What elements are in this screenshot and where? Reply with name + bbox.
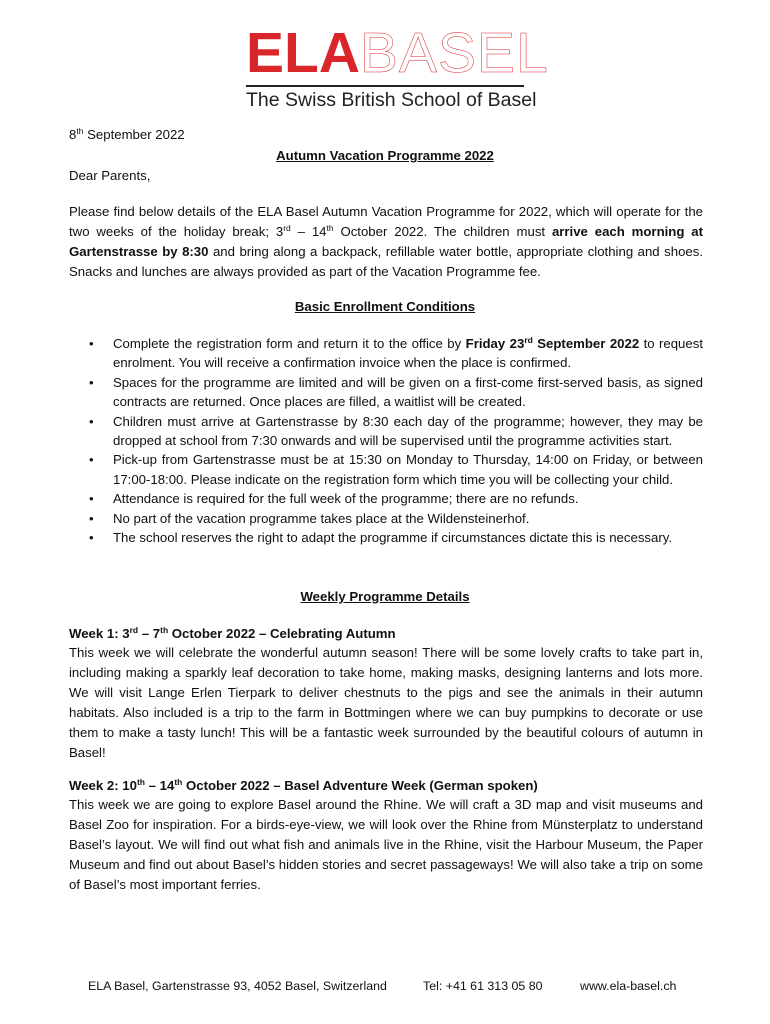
logo-basel: BASEL: [360, 21, 549, 85]
bullet-icon: •: [89, 336, 94, 351]
week2-heading: Week 2: 10th – 14th October 2022 – Basel Adventure Week (German spoken): [69, 777, 538, 793]
bullet-icon: •: [89, 374, 94, 390]
bullet-icon: •: [89, 413, 94, 429]
footer-website: www.ela-basel.ch: [580, 979, 677, 993]
logo-ela: ELA: [246, 21, 360, 85]
logo-subtitle: The Swiss British School of Basel: [246, 89, 537, 111]
letter-title: Autumn Vacation Programme 2022: [276, 148, 494, 163]
week1-description: This week we will celebrate the wonderful autumn season! There will be some lovely crafts to take part in, including making a sparkly leaf decoration to take home, making masks, designing lanterns and lots more. We will visit Lange Erlen Tierpark to deliver chestnuts to the pigs and see the animals in their autumn habitats. Also included is a trip to the farm in Bottmingen where we can buy pumpkins to decorate or use them to make a tasty lunch! This will be a fantastic week surrounded by the beautiful colours of autumn in Basel!: [69, 645, 703, 760]
logo-wordmark: [246, 21, 549, 85]
letter-date: 8th September 2022: [69, 126, 185, 142]
list-item: • Complete the registration form and return it to the office by Friday 23rd September 2022 to request enrolment. You will receive a confirmation invoice when the place is confirmed.: [89, 335, 703, 371]
conditions-heading: Basic Enrollment Conditions: [294, 299, 476, 314]
school-logo: [246, 21, 549, 112]
footer-address: ELA Basel, Gartenstrasse 93, 4052 Basel, Switzerland: [88, 979, 387, 993]
list-item: • Pick-up from Gartenstrasse must be at 15:30 on Monday to Thursday, 14:00 on Friday, or between 17:00-18:00. Please indicate on the registration form which time you will be collecting your child.: [89, 452, 703, 487]
list-item: • Spaces for the programme are limited and will be given on a first-come first-served basis, as signed contracts are returned. Once places are filled, a waitlist will be created.: [89, 374, 703, 410]
footer-phone: Tel: +41 61 313 05 80: [423, 979, 543, 993]
bullet-icon: •: [89, 510, 94, 526]
logo-divider: [246, 85, 524, 87]
conditions-list: [69, 334, 703, 547]
salutation: Dear Parents,: [69, 168, 151, 183]
bullet-icon: •: [89, 491, 94, 507]
week2-description: This week we are going to explore Basel around the Rhine. We will craft a 3D map and visit museums and Basel Zoo for inspiration. For a birds-eye-view, we will look over the Rhine from Münsterplatz to understand Basel’s layout. We will find out what fish and animals live in the Rhine, visit the Harbour Museum, the Paper Museum and find out about Basel’s hidden stories and secret passageways! We will also take a trip on some of Basel’s most important ferries.: [69, 797, 703, 892]
list-item: • The school reserves the right to adapt the programme if circumstances dictate this is necessary.: [69, 528, 703, 547]
intro-paragraph: Please find below details of the ELA Basel Autumn Vacation Programme for 2022, which will operate for the two weeks of the holiday break; 3rd – 14th October 2022. The children must arrive each morning at Gartenstrasse by 8:30 and bring along a backpack, refillable water bottle, appropriate clothing and shoes. Snacks and lunches are always provided as part of the Vacation Programme fee.: [69, 204, 703, 279]
weekly-heading: Weekly Programme Details: [300, 589, 470, 604]
list-item: • Children must arrive at Gartenstrasse by 8:30 each day of the programme; however, they may be dropped at school from 7:30 onwards and will be supervised until the programme activities start.: [89, 413, 703, 449]
list-item: • Attendance is required for the full week of the programme; there are no refunds.: [69, 489, 703, 508]
bullet-icon: •: [89, 452, 94, 468]
bullet-icon: •: [89, 530, 94, 546]
week1-heading: Week 1: 3rd – 7th October 2022 – Celebrating Autumn: [69, 625, 396, 641]
list-item: • No part of the vacation programme takes place at the Wildensteinerhof.: [69, 509, 703, 528]
